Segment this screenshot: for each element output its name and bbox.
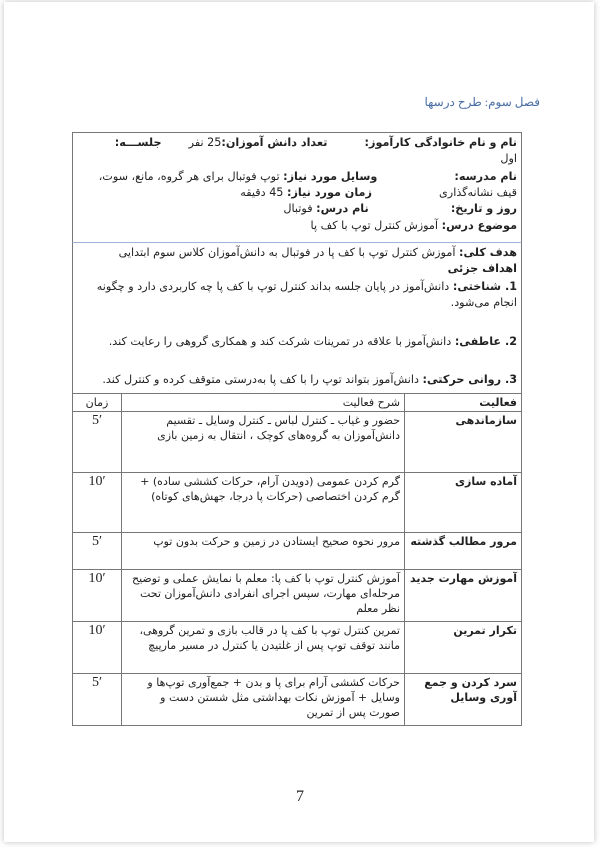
motor-label: 3. روانی حرکتی:	[422, 373, 517, 386]
time-cell: 5′	[73, 533, 122, 570]
goals-section	[72, 242, 522, 393]
description-cell: مرور نحوه صحیح ایستادن در زمین و حرکت بدون توپ	[122, 533, 405, 570]
chapter-title: فصل سوم: طرح درسها	[424, 95, 540, 109]
time-value: 45 دقیقه	[240, 186, 284, 199]
affective-label: 2. عاطفی:	[454, 335, 517, 348]
header-description: شرح فعالیت	[122, 394, 405, 412]
table-row	[73, 570, 522, 622]
cognitive-value-2: انجام می‌شود.	[450, 296, 517, 309]
table-row	[73, 533, 522, 570]
affective-value: دانش‌آموز با علاقه در تمرینات شرکت کند و همکاری گروهی را رعایت کند.	[108, 335, 452, 348]
students-value: 25 نفر	[188, 136, 222, 149]
description-cell: حرکات کششی آرام برای پا و بدن + جمع‌آوری توپ‌ها و وسایل + آموزش نکات بهداشتی مثل شستن دست و صورت پس از تمرین	[122, 674, 405, 726]
equipment-value-2: قیف نشانه‌گذاری	[439, 186, 517, 199]
lesson-label: نام درس:	[316, 202, 369, 215]
general-goal-value: آموزش کنترل توپ با کف پا در فوتبال به دانش‌آموزان کلاس سوم ابتدایی	[118, 246, 456, 259]
lesson-plan	[72, 132, 522, 726]
topic-label: موضوع درس:	[441, 219, 517, 232]
description-cell: آموزش کنترل توپ با کف پا: معلم با نمایش عملی و توضیح مرحله‌ای مهارت، سپس اجرای انفرادی دانش‌آموزان تحت نظر معلم	[122, 570, 405, 622]
activity-cell: سرد کردن و جمع آوری وسایل	[405, 674, 522, 726]
date-label: روز و تاریخ:	[450, 202, 517, 215]
description-cell: حضور و غیاب ـ کنترل لباس ـ کنترل وسایل ـ تقسیم دانش‌آموزان به گروه‌های کوچک ، انتقال به زمین بازی	[122, 412, 405, 473]
school-label: نام مدرسه:	[454, 170, 517, 183]
general-goal-label: هدف کلی:	[459, 246, 517, 259]
time-cell: 10′	[73, 622, 122, 674]
table-row	[73, 473, 522, 533]
motor-value: دانش‌آموز بتواند توپ را با کف پا به‌درستی متوقف کرده و کنترل کند.	[102, 373, 419, 386]
activity-cell: سازماندهی	[405, 412, 522, 473]
time-cell: 5′	[73, 674, 122, 726]
info-section	[72, 132, 522, 242]
table-row	[73, 412, 522, 473]
activity-cell: آماده سازی	[405, 473, 522, 533]
table-row	[73, 674, 522, 726]
students-label: تعداد دانش آموزان:	[221, 136, 328, 149]
header-time: زمان	[73, 394, 122, 412]
teacher-label: نام و نام خانوادگی کارآموز:	[364, 136, 517, 149]
session-value: اول	[500, 152, 517, 165]
activities-table	[72, 393, 522, 726]
session-label: جلســـه:	[114, 136, 162, 149]
activity-cell: مرور مطالب گذشته	[405, 533, 522, 570]
topic-value: آموزش کنترل توپ با کف پا	[310, 219, 439, 232]
cognitive-label: 1. شناختی:	[452, 280, 517, 293]
lesson-value: فوتبال	[283, 202, 313, 215]
header-activity: فعالیت	[405, 394, 522, 412]
activity-cell: تکرار تمرین	[405, 622, 522, 674]
table-header	[73, 394, 522, 412]
description-cell: تمرین کنترل توپ با کف پا در قالب بازی و تمرین گروهی، مانند توقف توپ پس از غلتیدن یا کنترل در مسیر مارپیچ	[122, 622, 405, 674]
description-cell: گرم کردن عمومی (دویدن آرام، حرکات کششی ساده) + گرم کردن اختصاصی (حرکات پا درجا، جهش‌های کوتاه)	[122, 473, 405, 533]
equipment-value: توپ فوتبال برای هر گروه، مانع، سوت،	[98, 170, 280, 183]
table-row	[73, 622, 522, 674]
partial-goals-label: اهداف جزئی	[447, 262, 517, 275]
time-label: زمان مورد نیاز:	[287, 186, 372, 199]
time-cell: 5′	[73, 412, 122, 473]
activity-cell: آموزش مهارت جدید	[405, 570, 522, 622]
cognitive-value: دانش‌آموز در پایان جلسه بداند کنترل توپ با کف پا چه کاربردی دارد و چگونه	[96, 280, 450, 293]
equipment-label: وسایل مورد نیاز:	[283, 170, 378, 183]
time-cell: 10′	[73, 473, 122, 533]
page-number: 7	[296, 788, 304, 805]
time-cell: 10′	[73, 570, 122, 622]
